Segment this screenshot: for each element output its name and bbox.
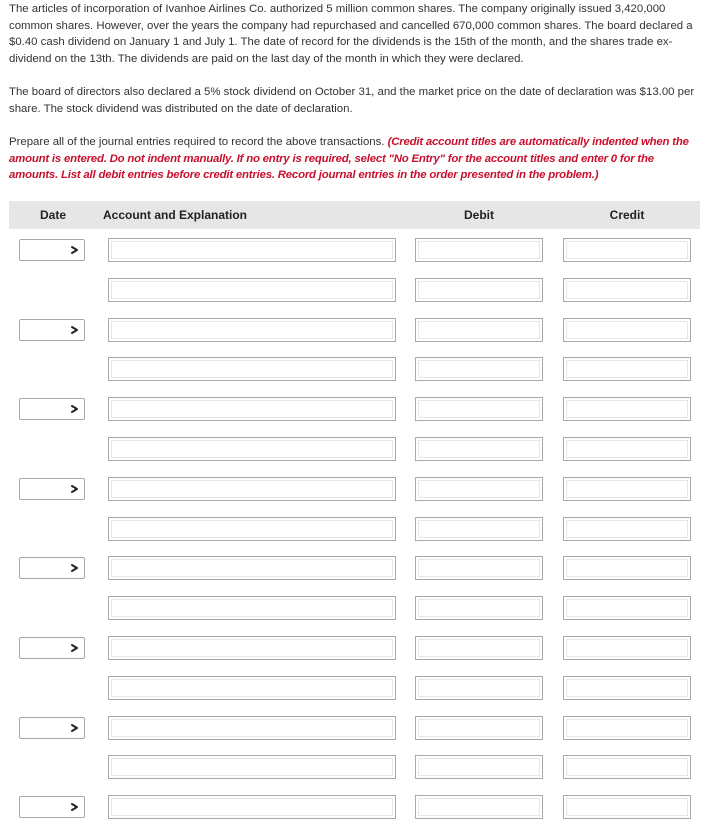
credit-input[interactable] xyxy=(563,477,691,501)
account-input[interactable] xyxy=(108,357,396,381)
debit-input[interactable] xyxy=(415,238,543,262)
debit-input[interactable] xyxy=(415,596,543,620)
account-input[interactable] xyxy=(108,397,396,421)
chevron-down-icon xyxy=(69,639,81,657)
credit-input[interactable] xyxy=(563,517,691,541)
account-input[interactable] xyxy=(108,437,396,461)
account-input[interactable] xyxy=(108,556,396,580)
prompt-text: Prepare all of the journal entries required to record the above transactions. xyxy=(9,136,388,148)
account-input[interactable] xyxy=(108,795,396,819)
debit-input[interactable] xyxy=(415,636,543,660)
debit-input[interactable] xyxy=(415,278,543,302)
problem-instructions xyxy=(9,134,699,184)
account-input[interactable] xyxy=(108,596,396,620)
table-row xyxy=(0,676,704,702)
credit-input[interactable] xyxy=(563,795,691,819)
chevron-down-icon xyxy=(69,321,81,339)
journal-table-header xyxy=(9,201,700,229)
chevron-down-icon xyxy=(69,719,81,737)
date-select[interactable] xyxy=(19,239,85,261)
header-debit: Debit xyxy=(464,208,494,222)
account-input[interactable] xyxy=(108,676,396,700)
chevron-down-icon xyxy=(69,480,81,498)
header-credit: Credit xyxy=(609,208,645,222)
date-select[interactable] xyxy=(19,637,85,659)
table-row xyxy=(0,755,704,781)
credit-input[interactable] xyxy=(563,318,691,342)
table-row xyxy=(0,517,704,543)
credit-input[interactable] xyxy=(563,636,691,660)
table-row xyxy=(0,318,704,344)
account-input[interactable] xyxy=(108,278,396,302)
chevron-down-icon xyxy=(69,400,81,418)
account-input[interactable] xyxy=(108,755,396,779)
account-input[interactable] xyxy=(108,477,396,501)
credit-input[interactable] xyxy=(563,357,691,381)
table-row xyxy=(0,477,704,503)
problem-paragraph-1: The articles of incorporation of Ivanhoe Airlines Co. authorized 5 million common shares. The company originally issued 3,420,000 common shares. However, over the years the company had repurchased and cancelled 670,000 common shares. The board declared a $0.40 cash dividend on January 1 and July 1. The date of record for the dividends is the 15th of the month, and the shares trade ex-dividend on the 13th. The dividends are paid on the last day of the month in which they were declared. xyxy=(9,3,693,65)
table-row xyxy=(0,556,704,582)
debit-input[interactable] xyxy=(415,357,543,381)
debit-input[interactable] xyxy=(415,556,543,580)
credit-input[interactable] xyxy=(563,716,691,740)
table-row xyxy=(0,238,704,264)
debit-input[interactable] xyxy=(415,795,543,819)
date-select[interactable] xyxy=(19,398,85,420)
problem-paragraph-2: The board of directors also declared a 5% stock dividend on October 31, and the market price on the date of declaration was $13.00 per share. The stock dividend was distributed on the date of declaration. xyxy=(9,86,695,115)
date-select[interactable] xyxy=(19,717,85,739)
table-row xyxy=(0,278,704,304)
credit-input[interactable] xyxy=(563,556,691,580)
credit-input[interactable] xyxy=(563,676,691,700)
debit-input[interactable] xyxy=(415,676,543,700)
account-input[interactable] xyxy=(108,238,396,262)
table-row xyxy=(0,437,704,463)
date-select[interactable] xyxy=(19,478,85,500)
credit-input[interactable] xyxy=(563,755,691,779)
table-row xyxy=(0,397,704,423)
debit-input[interactable] xyxy=(415,716,543,740)
date-select[interactable] xyxy=(19,796,85,818)
date-select[interactable] xyxy=(19,557,85,579)
date-select[interactable] xyxy=(19,319,85,341)
header-date: Date xyxy=(39,208,66,222)
credit-input[interactable] xyxy=(563,437,691,461)
account-input[interactable] xyxy=(108,517,396,541)
account-input[interactable] xyxy=(108,318,396,342)
chevron-down-icon xyxy=(69,559,81,577)
chevron-down-icon xyxy=(69,798,81,816)
account-input[interactable] xyxy=(108,636,396,660)
table-row xyxy=(0,795,704,821)
table-row xyxy=(0,636,704,662)
debit-input[interactable] xyxy=(415,397,543,421)
credit-input[interactable] xyxy=(563,596,691,620)
header-account: Account and Explanation xyxy=(103,208,248,222)
debit-input[interactable] xyxy=(415,755,543,779)
credit-input[interactable] xyxy=(563,397,691,421)
debit-input[interactable] xyxy=(415,517,543,541)
table-row xyxy=(0,596,704,622)
account-input[interactable] xyxy=(108,716,396,740)
debit-input[interactable] xyxy=(415,318,543,342)
chevron-down-icon xyxy=(69,241,81,259)
credit-input[interactable] xyxy=(563,238,691,262)
debit-input[interactable] xyxy=(415,437,543,461)
instruction-text: (Credit account titles are automatically indented when the amount is entered. Do not indent manually. If no entry is required, select "No Entry" for the account titles and enter 0 for the amounts. List all debit entries before credit entries. Record journal entries in the order presented in the problem.) xyxy=(9,136,689,181)
table-row xyxy=(0,357,704,383)
credit-input[interactable] xyxy=(563,278,691,302)
table-row xyxy=(0,716,704,742)
debit-input[interactable] xyxy=(415,477,543,501)
